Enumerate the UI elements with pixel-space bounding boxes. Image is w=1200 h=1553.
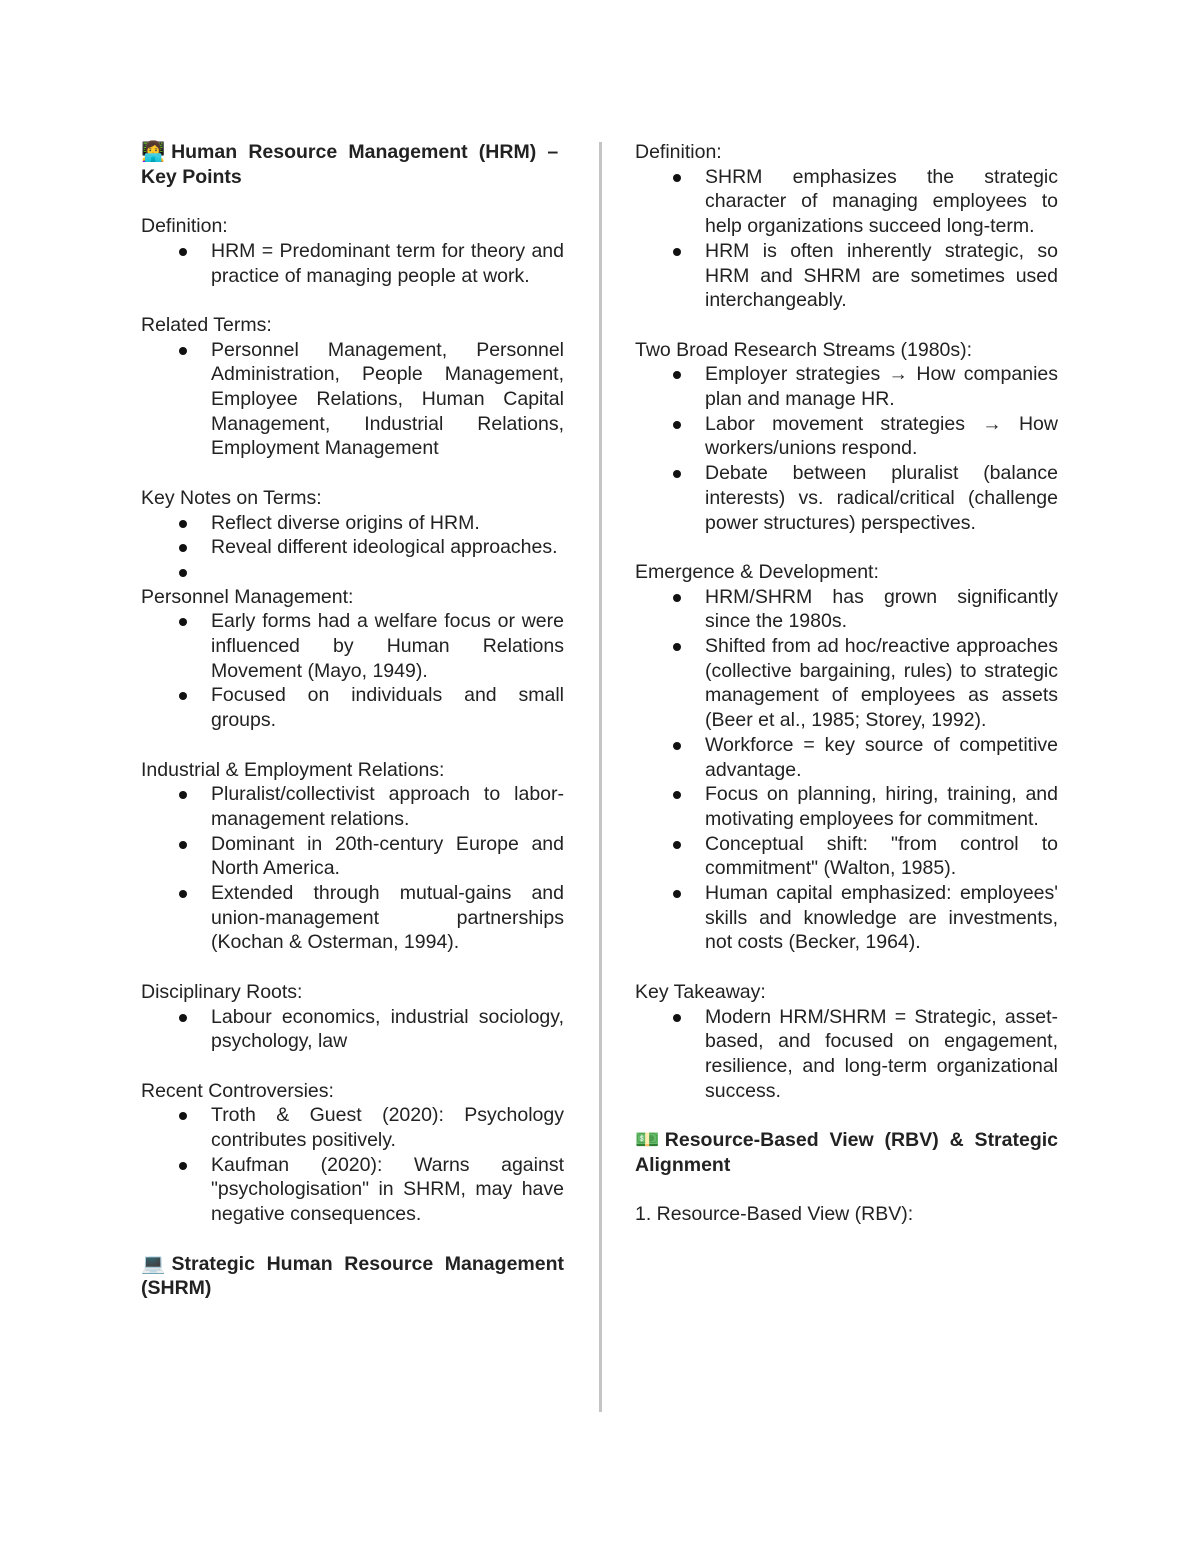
list-item: Reflect diverse origins of HRM. <box>211 511 564 536</box>
list-item: Dominant in 20th-century Europe and North America. <box>211 832 564 880</box>
laptop-icon: 💻 <box>141 1251 172 1275</box>
shrm-definition-label: Definition: <box>635 141 722 163</box>
list-item: Extended through mutual-gains and union-management partnerships (Kochan & Osterman, 1994). <box>211 882 564 954</box>
list-item: Kaufman (2020): Warns against "psychologisation" in SHRM, may have negative consequences. <box>211 1153 564 1226</box>
list-item: Focused on individuals and small groups. <box>211 684 564 732</box>
list-item: Shifted from ad hoc/reactive approaches (collective bargaining, rules) to strategic management of employees as assets (Beer et al., 1985; Storey, 1992). <box>705 635 1058 732</box>
column-divider <box>599 142 602 1412</box>
key-takeaway-list <box>635 1005 1058 1104</box>
money-icon: 💵 <box>635 1128 665 1152</box>
list-item: Pluralist/collectivist approach to labor-management relations. <box>211 783 564 830</box>
emergence-list <box>635 585 1058 956</box>
list-item: Human capital emphasized: employees' skills and knowledge are investments, not costs (Becker, 1964). <box>705 882 1058 954</box>
right-column <box>635 140 1058 1227</box>
left-column <box>141 140 564 1301</box>
personnel-management-list <box>141 609 564 733</box>
shrm-definition-list <box>635 165 1058 313</box>
research-streams-list <box>635 362 1058 535</box>
definition-label: Definition: <box>141 215 228 238</box>
list-item: HRM/SHRM has grown significantly since the 1980s. <box>705 585 1058 633</box>
rbv-subheading: 1. Resource-Based View (RBV): <box>635 1203 914 1226</box>
list-item: Labour economics, industrial sociology, psychology, law <box>211 1005 564 1053</box>
industrial-relations-list <box>141 782 564 955</box>
related-terms-label: Related Terms: <box>141 313 272 336</box>
key-notes-label: Key Notes on Terms: <box>141 486 322 509</box>
list-item: Personnel Management, Personnel Administration, People Management, Employee Relations, Human Capital Management, Industrial Relations, Employment Management <box>211 338 564 460</box>
list-item: HRM is often inherently strategic, so HRM and SHRM are sometimes used interchangeably. <box>705 239 1058 312</box>
shrm-heading <box>141 1252 564 1301</box>
list-item: HRM = Predominant term for theory and practice of managing people at work. <box>211 239 564 287</box>
list-item: Employer strategies → How companies plan and manage HR. <box>705 363 1058 411</box>
list-item: Troth & Guest (2020): Psychology contributes positively. <box>211 1104 564 1152</box>
empty-list-item <box>211 560 564 585</box>
list-item: Focus on planning, hiring, training, and motivating employees for commitment. <box>705 783 1058 830</box>
definition-list <box>141 239 564 288</box>
emergence-label: Emergence & Development: <box>635 560 879 583</box>
disciplinary-roots-label: Disciplinary Roots: <box>141 980 303 1003</box>
personnel-management-label: Personnel Management: <box>141 585 354 608</box>
list-item: Labor movement strategies → How workers/unions respond. <box>705 412 1058 460</box>
list-item: Modern HRM/SHRM = Strategic, asset-based, and focused on engagement, resilience, and long-term organizational success. <box>705 1005 1058 1102</box>
list-item: SHRM emphasizes the strategic character of managing employees to help organizations succeed long-term. <box>705 165 1058 238</box>
recent-controversies-list <box>141 1103 564 1227</box>
key-notes-list <box>141 511 564 585</box>
related-terms-list <box>141 338 564 462</box>
list-item: Reveal different ideological approaches. <box>211 535 564 560</box>
technologist-icon: 👩‍💻 <box>141 140 172 163</box>
disciplinary-roots-list <box>141 1005 564 1054</box>
research-streams-label: Two Broad Research Streams (1980s): <box>635 338 973 361</box>
list-item: Workforce = key source of competitive advantage. <box>705 733 1058 781</box>
hrm-heading-text: Human Resource Management (HRM) – Key Points <box>141 141 559 188</box>
hrm-heading <box>141 140 564 189</box>
list-item: Debate between pluralist (balance interests) vs. radical/critical (challenge power structures) perspectives. <box>705 462 1058 534</box>
list-item: Conceptual shift: "from control to commitment" (Walton, 1985). <box>705 832 1058 880</box>
recent-controversies-label: Recent Controversies: <box>141 1079 334 1102</box>
industrial-relations-label: Industrial & Employment Relations: <box>141 758 445 781</box>
key-takeaway-label: Key Takeaway: <box>635 980 766 1003</box>
shrm-heading-text: Strategic Human Resource Management (SHRM) <box>141 1252 564 1300</box>
rbv-heading <box>635 1128 1058 1177</box>
list-item: Early forms had a welfare focus or were influenced by Human Relations Movement (Mayo, 1949). <box>211 610 564 682</box>
rbv-heading-text: Resource-Based View (RBV) & Strategic Alignment <box>635 1129 1059 1176</box>
